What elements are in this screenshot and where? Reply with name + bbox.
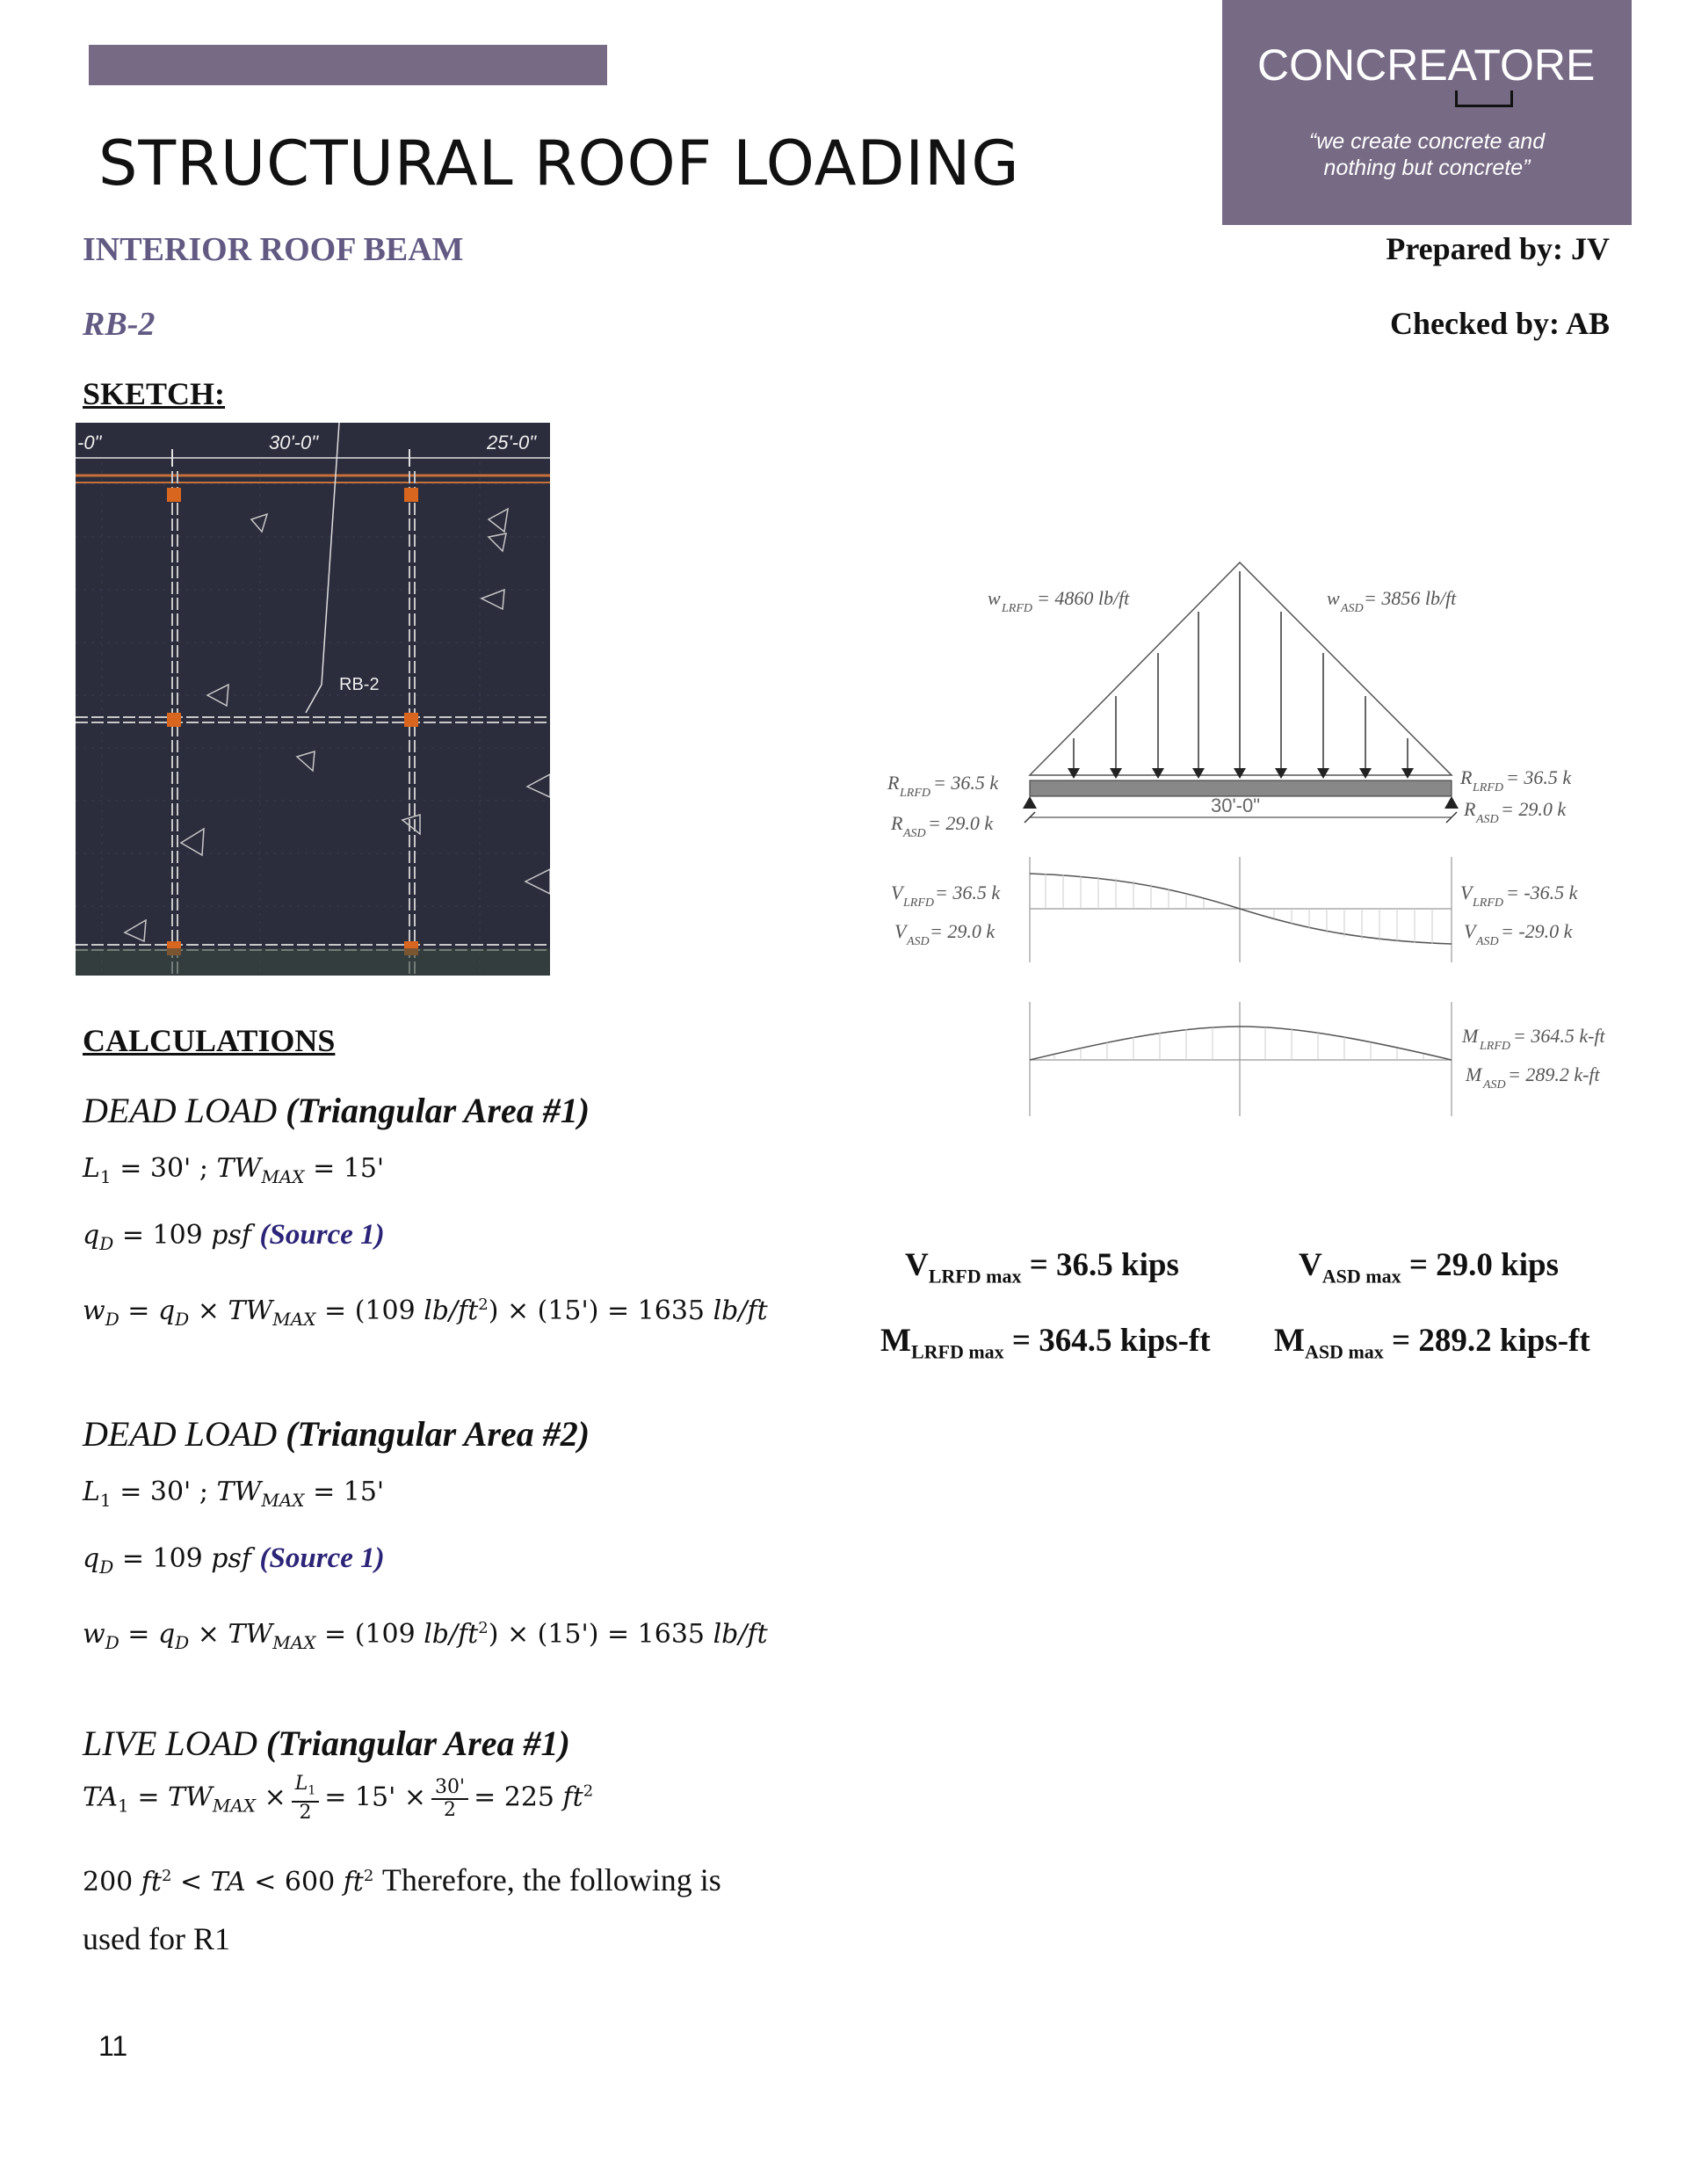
svg-text:w: w bbox=[1327, 587, 1340, 609]
sketch-label: SKETCH: bbox=[83, 376, 226, 411]
m-asd-label: = 289.2 k-ft bbox=[1508, 1063, 1600, 1085]
m-lrfd-label: = 364.5 k-ft bbox=[1513, 1025, 1605, 1047]
svg-text:LRFD: LRFD bbox=[903, 896, 934, 910]
svg-text:R: R bbox=[887, 772, 900, 794]
svg-text:w: w bbox=[988, 587, 1001, 609]
logo-wordmark: CONCREATORE bbox=[1257, 40, 1596, 90]
w-asd-label: = 3856 lb/ft bbox=[1364, 587, 1457, 609]
svg-text:ASD: ASD bbox=[903, 827, 926, 840]
dead-load-1-geometry: $L_1 = 30'$ ; $TW_{MAX} = 15'$ bbox=[83, 1153, 385, 1187]
cad-beam-tag: RB-2 bbox=[339, 675, 380, 694]
svg-text:LRFD: LRFD bbox=[900, 787, 930, 800]
company-logo-block bbox=[1222, 0, 1632, 225]
cad-dim-left: -0" bbox=[77, 432, 102, 453]
dead-load-1-line-load: $w_D = q_D \times TW_{MAX} = (109$ $lb/ft^2) \times (15') = 1635$ lb/ft bbox=[83, 1295, 768, 1330]
svg-text:M: M bbox=[1462, 1025, 1479, 1047]
svg-text:ASD: ASD bbox=[1483, 1078, 1506, 1092]
page-title: STRUCTURAL ROOF LOADING bbox=[98, 127, 1020, 200]
cad-dim-mid: 30'-0" bbox=[269, 432, 319, 453]
svg-text:ASD: ASD bbox=[1341, 602, 1364, 615]
m-lrfd-max: $M_{LRFD max} = 364.5$ kips-ft bbox=[880, 1323, 1211, 1363]
r-asd-left: = 29.0 k bbox=[928, 812, 994, 834]
w-lrfd-label: = 4860 lb/ft bbox=[1037, 587, 1130, 609]
svg-text:V: V bbox=[894, 920, 907, 942]
dead-load-1-pressure: $q_D = 109$ psf (Source 1) bbox=[83, 1219, 385, 1254]
v-asd-max: $V_{ASD max} = 29.0$ kips bbox=[1299, 1247, 1559, 1288]
m-asd-max: $M_{ASD max} = 289.2$ kips-ft bbox=[1274, 1323, 1590, 1363]
live-load-1-tributary-area: $TA_1 = TW_{MAX}$ × $\frac{L_1}{2}$ = 15' × $\frac{30'}{2}$ = 225 $ft^2$ bbox=[83, 1773, 594, 1825]
beam-load-diagram bbox=[879, 554, 1652, 1125]
svg-text:LRFD: LRFD bbox=[1473, 896, 1503, 910]
svg-text:V: V bbox=[891, 882, 903, 903]
svg-text:ASD: ASD bbox=[907, 935, 930, 948]
logo-tagline: “we create concrete and nothing but concrete” bbox=[1308, 129, 1546, 180]
live-load-1-heading: LIVE LOAD (Triangular Area #1) bbox=[83, 1723, 570, 1763]
svg-text:R: R bbox=[1464, 798, 1476, 820]
section-heading: INTERIOR ROOF BEAM bbox=[83, 231, 464, 268]
v-asd-left: = 29.0 k bbox=[930, 920, 996, 942]
prepared-by: Prepared by: JV bbox=[1386, 231, 1610, 266]
dead-load-2-geometry: $L_1 = 30'$ ; $TW_{MAX} = 15'$ bbox=[83, 1477, 385, 1511]
svg-text:LRFD: LRFD bbox=[1002, 602, 1032, 615]
beam-id: RB-2 bbox=[83, 306, 156, 343]
live-load-1-range: 200 $ft^2$ < TA < 600 $ft^2$ Therefore, the following is bbox=[83, 1862, 721, 1897]
svg-text:R: R bbox=[1460, 766, 1473, 788]
calculations-label: CALCULATIONS bbox=[83, 1023, 336, 1058]
dead-load-1-heading: DEAD LOAD (Triangular Area #1) bbox=[83, 1091, 590, 1130]
logo-bracket-mark bbox=[1455, 91, 1513, 107]
page-number: 11 bbox=[98, 2030, 128, 2062]
svg-text:ASD: ASD bbox=[1476, 935, 1499, 948]
r-asd-right: = 29.0 k bbox=[1501, 798, 1567, 820]
r-lrfd-left: = 36.5 k bbox=[933, 772, 999, 794]
svg-text:V: V bbox=[1464, 920, 1476, 942]
v-lrfd-left: = 36.5 k bbox=[935, 882, 1001, 903]
v-lrfd-right: = -36.5 k bbox=[1506, 882, 1578, 903]
svg-text:LRFD: LRFD bbox=[1480, 1040, 1510, 1053]
svg-text:V: V bbox=[1460, 882, 1473, 903]
cad-plan-sketch bbox=[76, 423, 550, 976]
v-asd-right: = -29.0 k bbox=[1501, 920, 1573, 942]
dead-load-2-heading: DEAD LOAD (Triangular Area #2) bbox=[83, 1414, 590, 1454]
span-dimension: 30'-0" bbox=[1211, 795, 1261, 816]
header-accent-bar bbox=[89, 45, 607, 85]
r-lrfd-right: = 36.5 k bbox=[1506, 766, 1572, 788]
dead-load-2-line-load: $w_D = q_D \times TW_{MAX} = (109$ $lb/ft^2) \times (15') = 1635$ lb/ft bbox=[83, 1619, 768, 1653]
v-lrfd-max: $V_{LRFD max} = 36.5$ kips bbox=[905, 1247, 1179, 1288]
checked-by: Checked by: AB bbox=[1389, 306, 1610, 341]
svg-text:LRFD: LRFD bbox=[1473, 781, 1503, 795]
live-load-1-note: used for R1 bbox=[83, 1921, 230, 1956]
svg-text:ASD: ASD bbox=[1476, 813, 1499, 826]
svg-text:M: M bbox=[1466, 1063, 1482, 1085]
svg-text:R: R bbox=[891, 812, 903, 834]
dead-load-2-pressure: $q_D = 109$ psf (Source 1) bbox=[83, 1542, 385, 1578]
cad-dim-right: 25'-0" bbox=[487, 432, 537, 453]
